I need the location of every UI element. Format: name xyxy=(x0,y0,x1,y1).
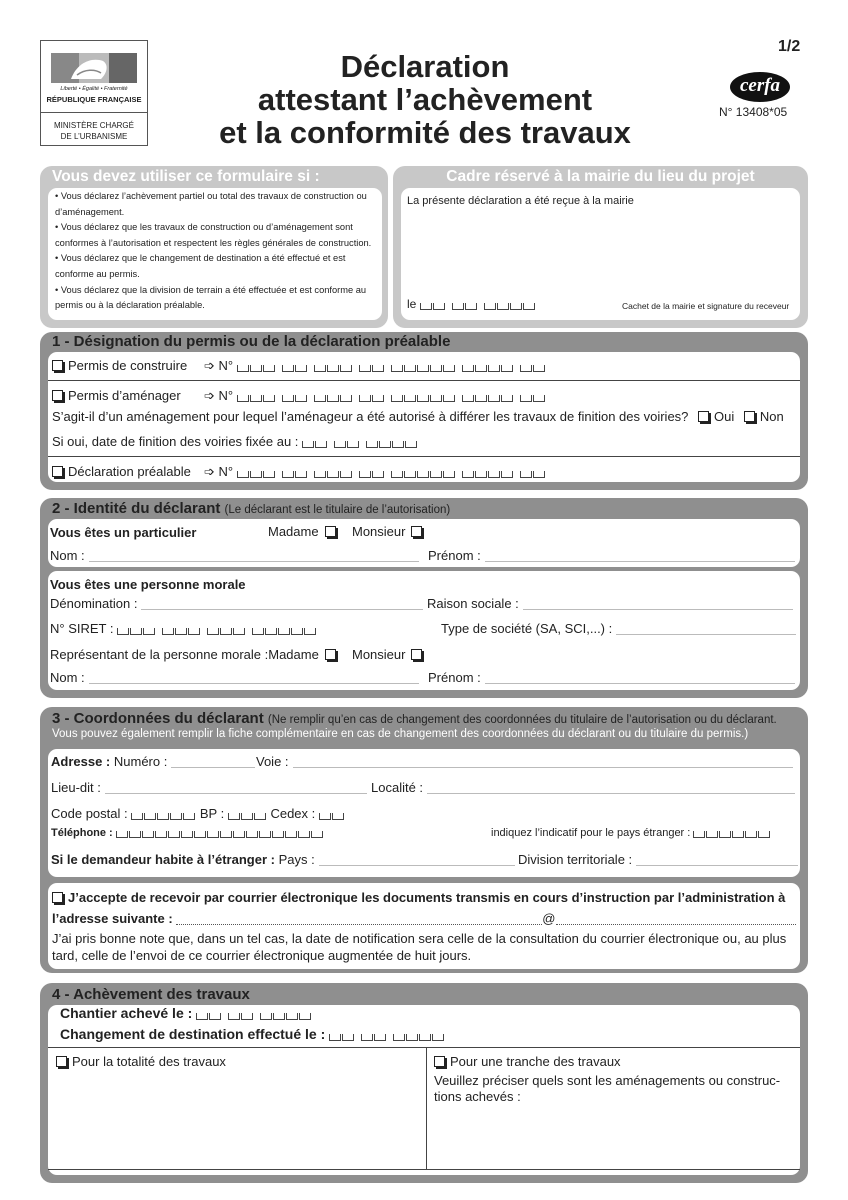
logo-ministry-2: DE L’URBANISME xyxy=(60,132,128,141)
localite-field[interactable] xyxy=(427,793,795,794)
email-at: @ xyxy=(542,911,556,926)
bp-label: BP : xyxy=(199,806,225,821)
voiries-non-label: Non xyxy=(759,409,784,424)
code-postal-label: Code postal : xyxy=(51,806,128,821)
declaration-prealable-checkbox[interactable] xyxy=(52,466,63,477)
lieudit-label: Lieu-dit : xyxy=(51,780,101,795)
permis-amenager-checkbox[interactable] xyxy=(52,390,63,401)
raison-sociale-field[interactable] xyxy=(523,609,793,610)
section-3-title-text: 3 - Coordonnées du déclarant xyxy=(52,710,264,727)
email-domain-field[interactable] xyxy=(556,924,796,925)
title-line-3: et la conformité des travaux xyxy=(219,115,631,150)
division-field[interactable] xyxy=(636,865,798,866)
tranche-label: Pour une tranche des travaux xyxy=(450,1054,621,1069)
email-consent-checkbox[interactable] xyxy=(52,892,63,903)
usage-bullet: conforme au permis. xyxy=(55,268,140,279)
representant-monsieur-label: Monsieur xyxy=(352,647,406,662)
logo-motto: Liberté • Égalité • Fraternité xyxy=(60,86,128,92)
declaration-prealable-no-label: ➩ N° xyxy=(204,464,234,479)
voiries-non-checkbox[interactable] xyxy=(744,411,755,422)
voiries-date-label: Si oui, date de finition des voiries fixée au : xyxy=(52,434,299,449)
representant-label: Représentant de la personne morale :Madame xyxy=(50,647,319,662)
type-societe-label: Type de société (SA, SCI,...) : xyxy=(441,621,613,636)
cedex-boxes[interactable] xyxy=(319,808,345,823)
mairie-date-boxes[interactable] xyxy=(420,299,536,313)
telephone-label: Téléphone : xyxy=(51,827,113,839)
mairie-title: Cadre réservé à la mairie du lieu du projet xyxy=(446,168,755,185)
title-line-1: Déclaration xyxy=(340,49,510,84)
section-1 xyxy=(40,332,808,490)
adresse-label: Adresse : xyxy=(51,754,111,769)
section-4-divider xyxy=(48,1047,800,1048)
lieudit-field[interactable] xyxy=(105,793,367,794)
chantier-acheve-label: Chantier achevé le : xyxy=(60,1005,193,1021)
usage-bullet: • Vous déclarez que la division de terrain a été effectuée et est conforme au xyxy=(55,284,367,295)
usage-title: Vous devez utiliser ce formulaire si : xyxy=(52,168,320,185)
usage-bullet: permis ou à la déclaration préalable. xyxy=(55,300,205,311)
usage-box xyxy=(48,188,382,320)
permis-amenager-no-label: ➩ N° xyxy=(204,388,234,403)
section-2-title-text: 2 - Identité du déclarant xyxy=(52,500,221,517)
logo-divider xyxy=(41,112,147,113)
pays-field[interactable] xyxy=(319,865,515,866)
section-2-note: (Le déclarant est le titulaire de l’autorisation) xyxy=(224,504,451,516)
changement-destination-label: Changement de destination effectué le : xyxy=(60,1026,326,1042)
email-user-field[interactable] xyxy=(176,924,542,925)
nom-label: Nom : xyxy=(50,548,85,563)
denomination-label: Dénomination : xyxy=(50,596,138,611)
pays-label: Pays : xyxy=(278,852,315,867)
voie-label: Voie : xyxy=(256,754,289,769)
permis-construire-label: Permis de construire xyxy=(68,358,188,373)
etranger-label: Si le demandeur habite à l’étranger : xyxy=(51,852,275,867)
section-4-column-divider xyxy=(426,1047,427,1169)
logo-ministry-1: MINISTÈRE CHARGÉ xyxy=(53,121,134,130)
declaration-prealable-number-boxes[interactable] xyxy=(237,466,546,481)
morale-label: Vous êtes une personne morale xyxy=(50,577,246,592)
coordonnees-box xyxy=(48,749,800,877)
section-1-title: 1 - Désignation du permis ou de la déclaration préalable xyxy=(52,333,451,350)
voiries-oui-checkbox[interactable] xyxy=(698,411,709,422)
changement-date-boxes[interactable] xyxy=(329,1028,445,1044)
permis-construire-checkbox[interactable] xyxy=(52,360,63,371)
chantier-date-boxes[interactable] xyxy=(196,1007,312,1023)
usage-bullet: d’aménagement. xyxy=(55,206,125,217)
page-number: 1/2 xyxy=(778,38,801,55)
permis-construire-no-label: ➩ N° xyxy=(204,358,234,373)
bp-boxes[interactable] xyxy=(228,808,267,823)
type-societe-field[interactable] xyxy=(616,634,796,635)
section-3-note-2: Vous pouvez également remplir la fiche complémentaire en cas de changement des coordonnées du déclarant ou du titulaire du permis.) xyxy=(52,728,749,740)
section-4 xyxy=(40,983,808,1183)
localite-label: Localité : xyxy=(371,780,424,795)
achevement-box xyxy=(48,1005,800,1175)
usage-bullet: • Vous déclarez l’achèvement partiel ou total des travaux de construction ou xyxy=(55,191,367,201)
permis-amenager-label: Permis d’aménager xyxy=(68,388,181,403)
permis-amenager-number-boxes[interactable] xyxy=(237,390,546,405)
form-title xyxy=(160,50,690,149)
tranche-checkbox[interactable] xyxy=(434,1056,445,1067)
usage-bullet: • Vous déclarez que le changement de destination a été effectué et est xyxy=(55,253,346,264)
section-3 xyxy=(40,707,808,973)
morale-box xyxy=(48,571,800,690)
voiries-date-boxes[interactable] xyxy=(302,436,418,451)
raison-sociale-label: Raison sociale : xyxy=(427,596,519,611)
section-3-note-1: (Ne remplir qu’en cas de changement des coordonnées du titulaire de l’autorisation ou du déclarant. xyxy=(267,714,777,726)
representant-prenom-field[interactable] xyxy=(485,683,795,684)
section-4-title: 4 - Achèvement des travaux xyxy=(52,986,250,1003)
totalite-checkbox[interactable] xyxy=(56,1056,67,1067)
siret-boxes[interactable] xyxy=(117,623,317,638)
section-2 xyxy=(40,498,808,698)
usage-bullet: • Vous déclarez que les travaux de construction ou d’aménagement sont xyxy=(55,222,353,233)
representant-madame-checkbox[interactable] xyxy=(325,649,336,660)
nom-field[interactable] xyxy=(89,561,419,562)
permis-construire-number-boxes[interactable] xyxy=(237,360,546,375)
mairie-date-label: le xyxy=(407,297,417,311)
voie-field[interactable] xyxy=(293,767,793,768)
division-label: Division territoriale : xyxy=(518,852,633,867)
email-box xyxy=(48,883,800,969)
voiries-oui-label: Oui xyxy=(714,409,735,424)
code-postal-boxes[interactable] xyxy=(131,808,196,823)
email-consent-line-1: J’accepte de recevoir par courrier électronique les documents transmis en cours d’instruction par l’administration à xyxy=(68,890,786,905)
usage-bullet: conformes à l’autorisation et respectent les règles générales de construction. xyxy=(55,237,372,248)
cerfa-logo: cerfa xyxy=(730,72,790,102)
marianne-logo xyxy=(51,53,137,83)
tranche-description-field[interactable] xyxy=(434,1107,794,1165)
preciser-line-1: Veuillez préciser quels sont les aménagements ou construc- xyxy=(434,1073,781,1088)
totalite-label: Pour la totalité des travaux xyxy=(72,1054,226,1069)
usage-panel xyxy=(40,166,388,328)
section-1-box xyxy=(48,352,800,482)
voiries-question: S’agit-il d’un aménagement pour lequel l’aménageur a été autorisé à différer les travaux de finition des voiries? xyxy=(52,409,689,424)
section-1-divider xyxy=(48,380,800,381)
section-4-bottom-line xyxy=(48,1169,800,1170)
particulier-label: Vous êtes un particulier xyxy=(50,525,197,540)
email-info-line-1: J’ai pris bonne note que, dans un tel cas, la date de notification sera celle de la consultation du courrier électronique ou, au plus xyxy=(52,931,787,946)
email-info-line-2: tard, celle de l’envoi de ce courrier électronique augmentée de huit jours. xyxy=(52,948,472,963)
numero-field[interactable] xyxy=(171,767,255,768)
section-3-title xyxy=(52,710,777,727)
denomination-field[interactable] xyxy=(141,609,423,610)
representant-nom-field[interactable] xyxy=(89,683,419,684)
representant-monsieur-checkbox[interactable] xyxy=(411,649,422,660)
mairie-received: La présente déclaration a été reçue à la mairie xyxy=(407,195,634,207)
siret-label: N° SIRET : xyxy=(50,621,114,636)
cedex-label: Cedex : xyxy=(270,806,316,821)
mairie-panel xyxy=(393,166,808,328)
email-consent-line-2: l’adresse suivante : xyxy=(52,911,173,926)
numero-label: Numéro : xyxy=(113,754,168,769)
representant-nom-label: Nom : xyxy=(50,670,85,685)
title-line-2: attestant l’achèvement xyxy=(257,82,593,117)
declaration-prealable-label: Déclaration préalable xyxy=(68,464,191,479)
section-2-title xyxy=(52,500,450,517)
logo-country: RÉPUBLIQUE FRANÇAISE xyxy=(46,95,142,104)
telephone-boxes[interactable] xyxy=(116,829,324,841)
monsieur-label: Monsieur xyxy=(352,524,406,539)
monsieur-checkbox[interactable] xyxy=(411,526,422,537)
cerfa-number: N° 13408*05 xyxy=(719,105,788,119)
prenom-field[interactable] xyxy=(485,561,795,562)
prenom-label: Prénom : xyxy=(428,548,481,563)
madame-checkbox[interactable] xyxy=(325,526,336,537)
section-1-divider xyxy=(48,456,800,457)
particulier-box xyxy=(48,519,800,567)
madame-label: Madame xyxy=(268,524,319,539)
preciser-line-2: tions achevés : xyxy=(434,1089,521,1104)
representant-prenom-label: Prénom : xyxy=(428,670,481,685)
mairie-box xyxy=(401,188,800,320)
indicatif-boxes[interactable] xyxy=(693,829,771,841)
mairie-stamp: Cachet de la mairie et signature du receveur xyxy=(622,301,790,311)
logo-block xyxy=(40,40,148,146)
indicatif-label: indiquez l’indicatif pour le pays étranger : xyxy=(491,827,691,839)
